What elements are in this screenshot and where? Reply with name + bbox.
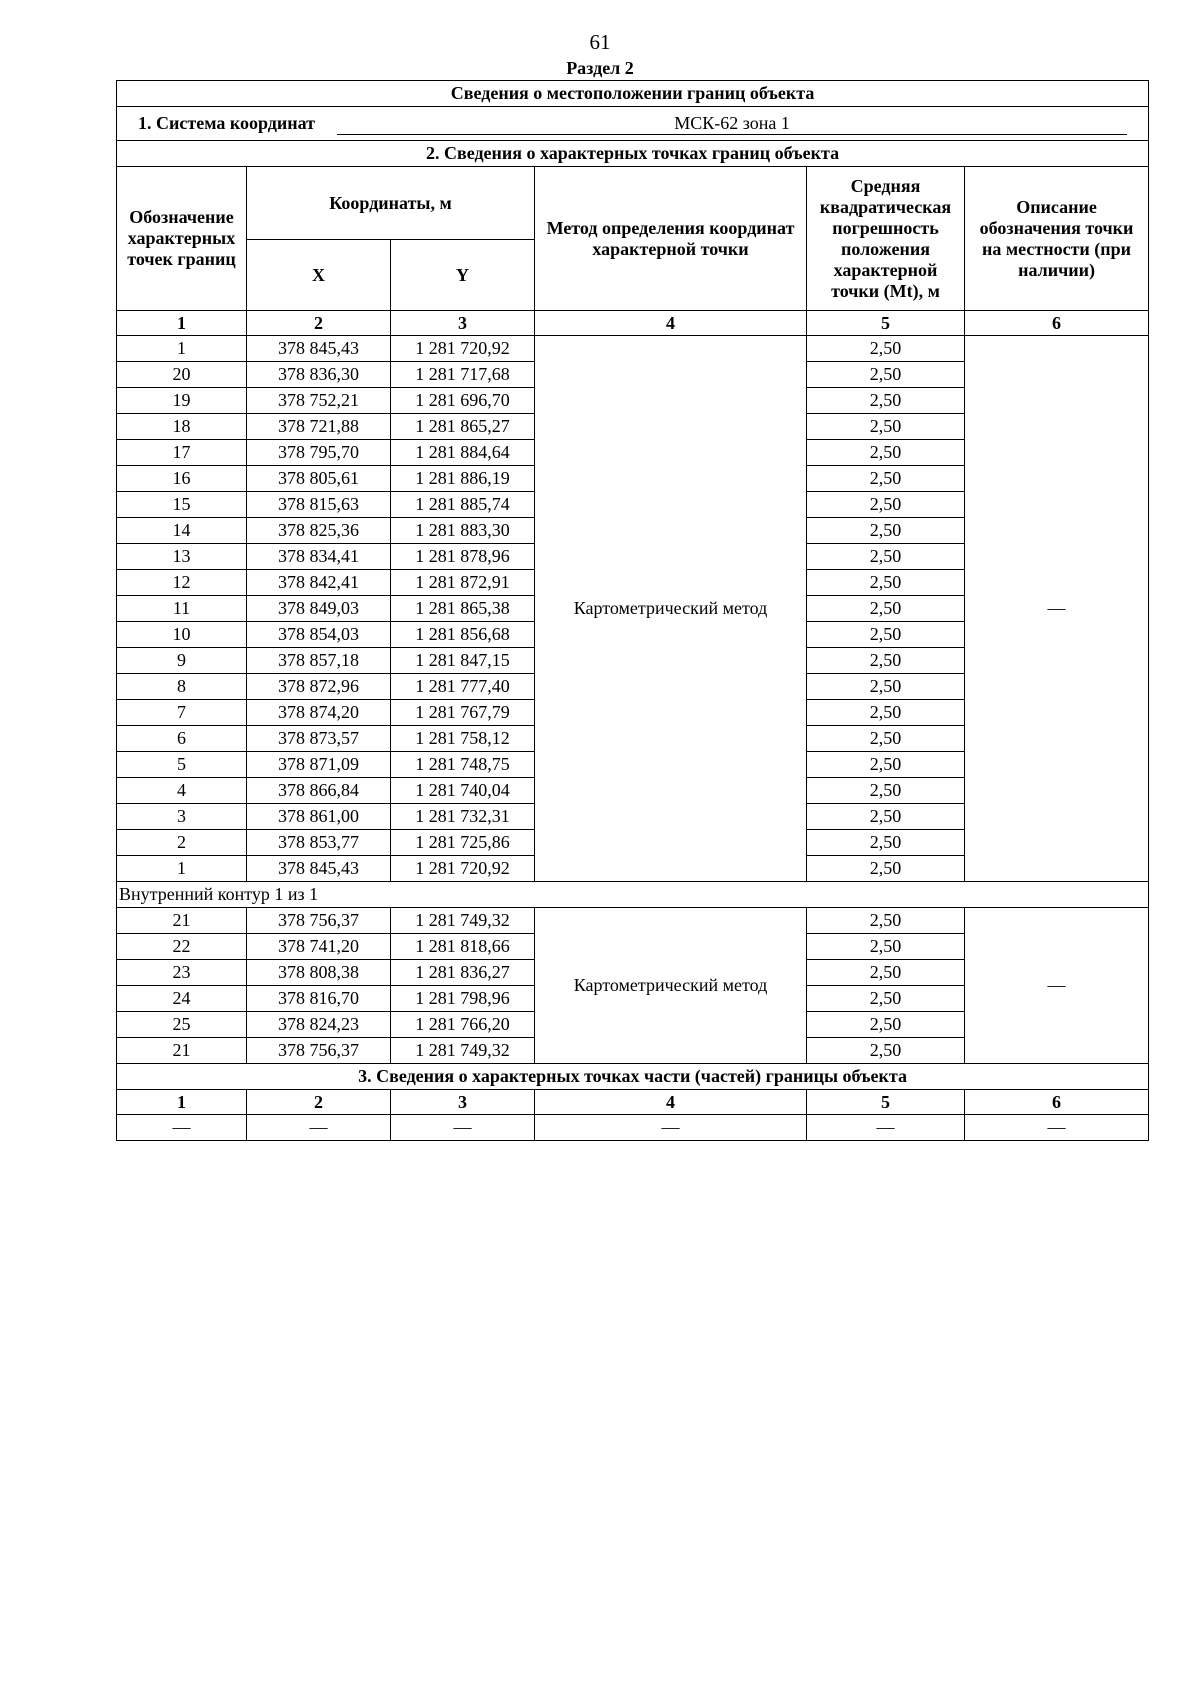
- coord-y: 1 281 766,20: [391, 1012, 535, 1038]
- error-value: 2,50: [807, 804, 965, 830]
- section-title: Раздел 2: [566, 58, 634, 78]
- coord-y: 1 281 720,92: [391, 856, 535, 882]
- column-number: 5: [807, 1090, 965, 1115]
- page-number: 61: [589, 30, 611, 54]
- header-coordinates: Координаты, м: [247, 167, 535, 240]
- error-value: 2,50: [807, 570, 965, 596]
- coord-x: 378 741,20: [247, 934, 391, 960]
- coord-y: 1 281 696,70: [391, 388, 535, 414]
- error-value: 2,50: [807, 388, 965, 414]
- point-id: 5: [117, 752, 247, 778]
- coord-y: 1 281 818,66: [391, 934, 535, 960]
- point-id: 14: [117, 518, 247, 544]
- error-value: 2,50: [807, 752, 965, 778]
- parts-column-numbers-row: [117, 1090, 1149, 1115]
- coord-y: 1 281 758,12: [391, 726, 535, 752]
- coord-x: 378 842,41: [247, 570, 391, 596]
- coord-x: 378 836,30: [247, 362, 391, 388]
- point-id: 20: [117, 362, 247, 388]
- empty-dash: —: [535, 1115, 807, 1141]
- error-value: 2,50: [807, 492, 965, 518]
- point-id: 9: [117, 648, 247, 674]
- point-id: 6: [117, 726, 247, 752]
- point-id: 11: [117, 596, 247, 622]
- coord-x: 378 854,03: [247, 622, 391, 648]
- point-id: 10: [117, 622, 247, 648]
- coord-x: 378 756,37: [247, 1038, 391, 1064]
- coord-x: 378 861,00: [247, 804, 391, 830]
- coord-y: 1 281 732,31: [391, 804, 535, 830]
- coordinate-system-value: МСК-62 зона 1: [337, 112, 1127, 135]
- empty-dash: —: [807, 1115, 965, 1141]
- point-id: 15: [117, 492, 247, 518]
- header-error: Средняя квадратическая погрешность положения характерной точки (Mt), м: [807, 167, 965, 311]
- empty-dash: —: [247, 1115, 391, 1141]
- header-designation: Обозначение характерных точек границ: [117, 167, 247, 311]
- description-cell: —: [965, 908, 1149, 1064]
- error-value: 2,50: [807, 596, 965, 622]
- coord-y: 1 281 856,68: [391, 622, 535, 648]
- point-id: 23: [117, 960, 247, 986]
- coord-y: 1 281 740,04: [391, 778, 535, 804]
- coord-x: 378 871,09: [247, 752, 391, 778]
- error-value: 2,50: [807, 700, 965, 726]
- coord-y: 1 281 748,75: [391, 752, 535, 778]
- point-id: 2: [117, 830, 247, 856]
- coord-x: 378 874,20: [247, 700, 391, 726]
- coord-x: 378 805,61: [247, 466, 391, 492]
- point-id: 16: [117, 466, 247, 492]
- error-value: 2,50: [807, 778, 965, 804]
- coord-y: 1 281 885,74: [391, 492, 535, 518]
- error-value: 2,50: [807, 1038, 965, 1064]
- point-id: 3: [117, 804, 247, 830]
- points-section-title: 2. Сведения о характерных точках границ объекта: [117, 141, 1149, 167]
- error-value: 2,50: [807, 414, 965, 440]
- error-value: 2,50: [807, 830, 965, 856]
- method-cell: Картометрический метод: [535, 908, 807, 1064]
- error-value: 2,50: [807, 440, 965, 466]
- point-id: 1: [117, 336, 247, 362]
- coord-x: 378 795,70: [247, 440, 391, 466]
- column-number: 2: [247, 1090, 391, 1115]
- error-value: 2,50: [807, 934, 965, 960]
- coord-y: 1 281 836,27: [391, 960, 535, 986]
- point-id: 24: [117, 986, 247, 1012]
- column-number: 1: [117, 1090, 247, 1115]
- coord-y: 1 281 777,40: [391, 674, 535, 700]
- boundary-table: [116, 80, 1149, 1141]
- coord-x: 378 816,70: [247, 986, 391, 1012]
- coord-y: 1 281 878,96: [391, 544, 535, 570]
- coord-y: 1 281 720,92: [391, 336, 535, 362]
- coord-y: 1 281 865,27: [391, 414, 535, 440]
- block-title: Сведения о местоположении границ объекта: [117, 81, 1149, 107]
- coord-x: 378 721,88: [247, 414, 391, 440]
- empty-dash: —: [117, 1115, 247, 1141]
- column-number: 4: [535, 1090, 807, 1115]
- column-number: 5: [807, 311, 965, 336]
- error-value: 2,50: [807, 856, 965, 882]
- point-id: 21: [117, 908, 247, 934]
- parts-empty-row: [117, 1115, 1149, 1141]
- coord-x: 378 808,38: [247, 960, 391, 986]
- error-value: 2,50: [807, 544, 965, 570]
- header-x: X: [247, 240, 391, 311]
- coord-y: 1 281 883,30: [391, 518, 535, 544]
- column-number: 6: [965, 1090, 1149, 1115]
- point-id: 22: [117, 934, 247, 960]
- coord-y: 1 281 798,96: [391, 986, 535, 1012]
- coord-x: 378 849,03: [247, 596, 391, 622]
- column-number: 3: [391, 1090, 535, 1115]
- method-cell: Картометрический метод: [535, 336, 807, 882]
- point-id: 4: [117, 778, 247, 804]
- empty-dash: —: [965, 1115, 1149, 1141]
- header-y: Y: [391, 240, 535, 311]
- error-value: 2,50: [807, 908, 965, 934]
- coord-x: 378 834,41: [247, 544, 391, 570]
- coord-y: 1 281 725,86: [391, 830, 535, 856]
- point-id: 12: [117, 570, 247, 596]
- point-id: 13: [117, 544, 247, 570]
- coord-y: 1 281 717,68: [391, 362, 535, 388]
- error-value: 2,50: [807, 986, 965, 1012]
- column-number: 6: [965, 311, 1149, 336]
- coord-y: 1 281 767,79: [391, 700, 535, 726]
- coord-x: 378 752,21: [247, 388, 391, 414]
- coord-x: 378 845,43: [247, 336, 391, 362]
- coordinate-system-label: 1. Система координат: [138, 113, 316, 133]
- coord-x: 378 815,63: [247, 492, 391, 518]
- parts-section-title: 3. Сведения о характерных точках части (частей) границы объекта: [117, 1064, 1149, 1090]
- coord-y: 1 281 884,64: [391, 440, 535, 466]
- coord-y: 1 281 865,38: [391, 596, 535, 622]
- column-number: 2: [247, 311, 391, 336]
- coord-x: 378 845,43: [247, 856, 391, 882]
- error-value: 2,50: [807, 1012, 965, 1038]
- column-number: 1: [117, 311, 247, 336]
- coord-x: 378 825,36: [247, 518, 391, 544]
- column-number: 4: [535, 311, 807, 336]
- coord-x: 378 857,18: [247, 648, 391, 674]
- coord-x: 378 756,37: [247, 908, 391, 934]
- coord-x: 378 866,84: [247, 778, 391, 804]
- table-row: [117, 908, 1149, 934]
- error-value: 2,50: [807, 648, 965, 674]
- coord-y: 1 281 847,15: [391, 648, 535, 674]
- point-id: 19: [117, 388, 247, 414]
- error-value: 2,50: [807, 960, 965, 986]
- description-cell: —: [965, 336, 1149, 882]
- column-number: 3: [391, 311, 535, 336]
- coord-x: 378 824,23: [247, 1012, 391, 1038]
- error-value: 2,50: [807, 466, 965, 492]
- table-row: [117, 336, 1149, 362]
- coord-x: 378 853,77: [247, 830, 391, 856]
- inner-contour-label: Внутренний контур 1 из 1: [117, 882, 1149, 908]
- error-value: 2,50: [807, 622, 965, 648]
- coord-y: 1 281 872,91: [391, 570, 535, 596]
- point-id: 18: [117, 414, 247, 440]
- point-id: 1: [117, 856, 247, 882]
- coord-x: 378 873,57: [247, 726, 391, 752]
- error-value: 2,50: [807, 362, 965, 388]
- point-id: 8: [117, 674, 247, 700]
- column-numbers-row: [117, 311, 1149, 336]
- header-method: Метод определения координат характерной точки: [535, 167, 807, 311]
- point-id: 17: [117, 440, 247, 466]
- error-value: 2,50: [807, 336, 965, 362]
- point-id: 21: [117, 1038, 247, 1064]
- header-description: Описание обозначения точки на местности (при наличии): [965, 167, 1149, 311]
- point-id: 7: [117, 700, 247, 726]
- coordinate-system-row: [117, 107, 1149, 141]
- coord-y: 1 281 749,32: [391, 908, 535, 934]
- coord-y: 1 281 749,32: [391, 1038, 535, 1064]
- empty-dash: —: [391, 1115, 535, 1141]
- error-value: 2,50: [807, 726, 965, 752]
- error-value: 2,50: [807, 518, 965, 544]
- error-value: 2,50: [807, 674, 965, 700]
- point-id: 25: [117, 1012, 247, 1038]
- coord-x: 378 872,96: [247, 674, 391, 700]
- coord-y: 1 281 886,19: [391, 466, 535, 492]
